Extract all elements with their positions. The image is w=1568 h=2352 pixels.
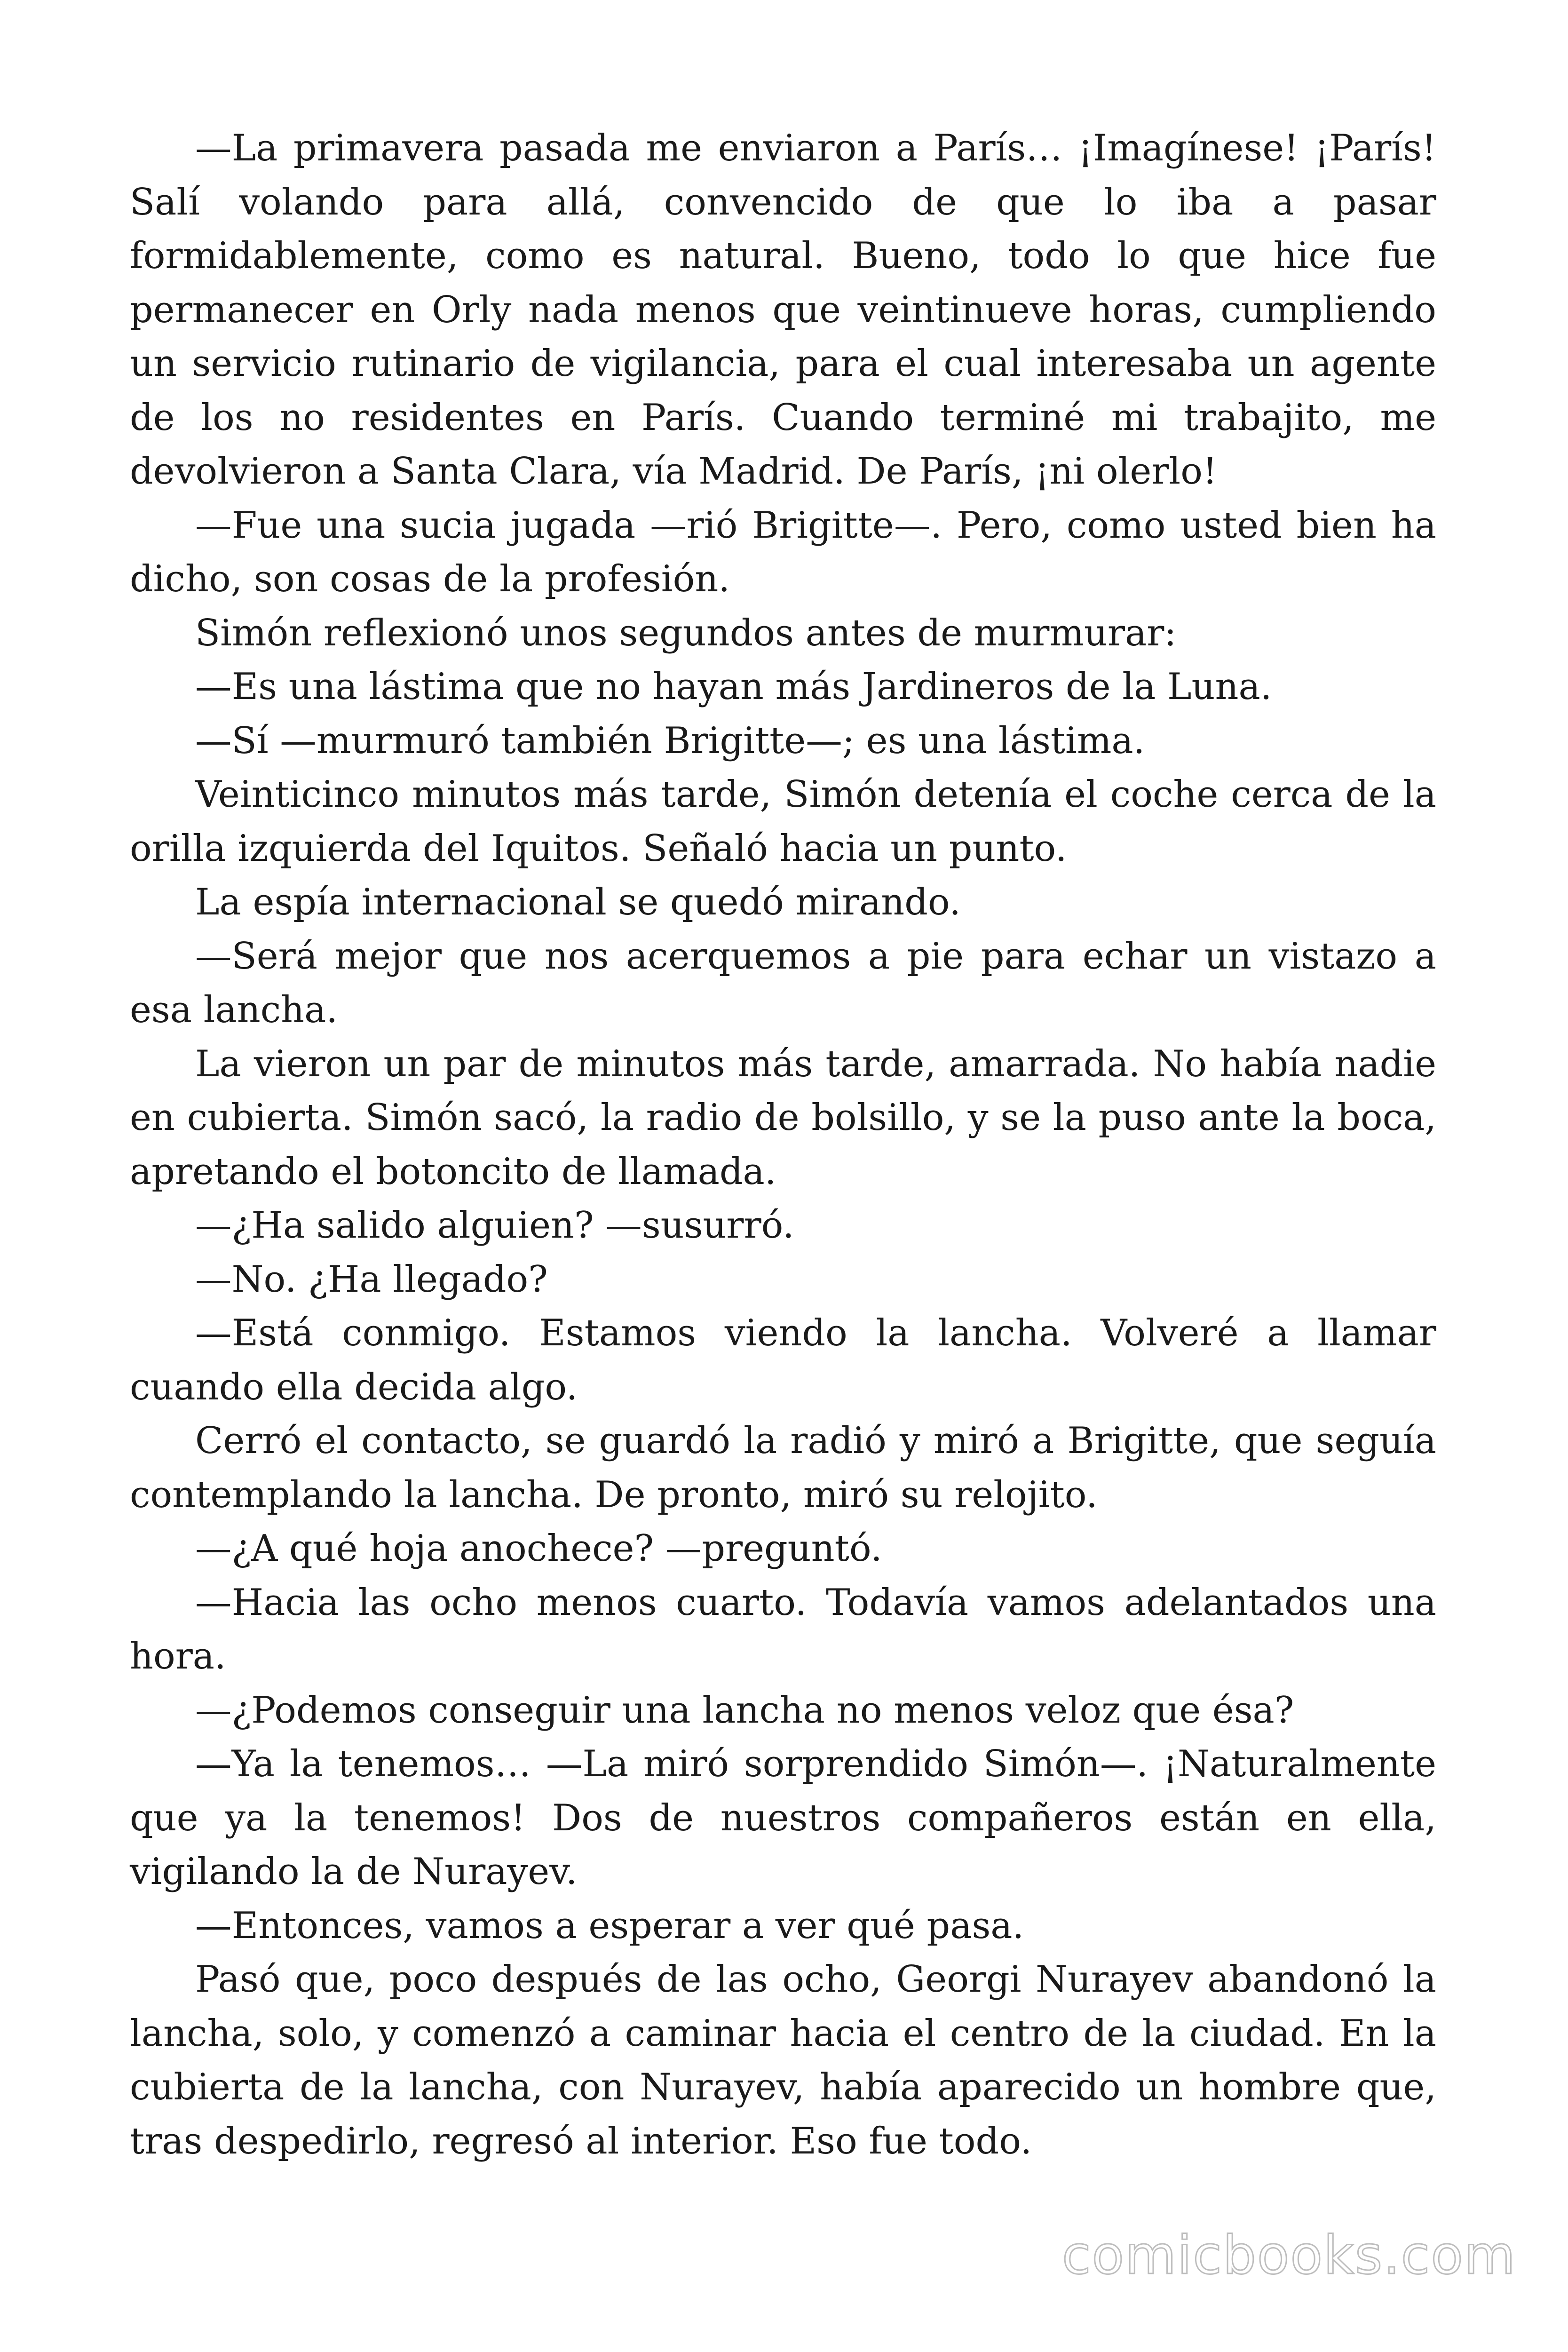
paragraph: —Sí —murmuró también Brigitte—; es una lástima. <box>195 719 1145 762</box>
book-page-text <box>130 121 1436 2168</box>
paragraph: —Será mejor que nos acerquemos a pie para echar un vistazo a esa lancha. <box>130 935 1436 1031</box>
paragraph: —Está conmigo. Estamos viendo la lancha. Volveré a llamar cuando ella decida algo. <box>130 1312 1436 1408</box>
paragraph: —No. ¿Ha llegado? <box>195 1258 548 1301</box>
paragraph: —Es una lástima que no hayan más Jardineros de la Luna. <box>195 666 1272 708</box>
paragraph: —Hacia las ocho menos cuarto. Todavía vamos adelantados una hora. <box>130 1581 1436 1677</box>
paragraph: Pasó que, poco después de las ocho, Georgi Nurayev abandonó la lancha, solo, y comenzó a caminar hacia el centro de la ciudad. En la cubierta de la lancha, con Nurayev, había aparecido un hombre que, tras despedirlo, regresó al interior. Eso fue todo. <box>130 1958 1436 2162</box>
paragraph: —Ya la tenemos… —La miró sorprendido Simón—. ¡Naturalmente que ya la tenemos! Dos de nuestros compañeros están en ella, vigilando la de Nurayev. <box>130 1743 1436 1893</box>
paragraph: —¿A qué hoja anochece? —preguntó. <box>195 1527 882 1570</box>
paragraph: La vieron un par de minutos más tarde, amarrada. No había nadie en cubierta. Simón sacó, la radio de bolsillo, y se la puso ante la boca, apretando el botoncito de llamada. <box>130 1042 1436 1193</box>
paragraph: —¿Ha salido alguien? —susurró. <box>195 1204 794 1247</box>
paragraph: —¿Podemos conseguir una lancha no menos veloz que ésa? <box>195 1689 1294 1732</box>
paragraph: La espía internacional se quedó mirando. <box>195 881 961 923</box>
watermark: comicbooks.com <box>1061 2225 1516 2286</box>
paragraph: —La primavera pasada me enviaron a París… ¡Imagínese! ¡París! Salí volando para allá, convencido de que lo iba a pasar formidablemente, como es natural. Bueno, todo lo que hice fue permanecer en Orly nada menos que veintinueve horas, cumpliendo un servicio rutinario de vigilancia, para el cual interesaba un agente de los no residentes en París. Cuando terminé mi trabajito, me devolvieron a Santa Clara, vía Madrid. De París, ¡ni olerlo! <box>130 127 1436 493</box>
paragraph: —Entonces, vamos a esperar a ver qué pasa. <box>195 1904 1024 1947</box>
paragraph: Cerró el contacto, se guardó la radió y miró a Brigitte, que seguía contemplando la lancha. De pronto, miró su relojito. <box>130 1420 1436 1516</box>
paragraph: —Fue una sucia jugada —rió Brigitte—. Pero, como usted bien ha dicho, son cosas de la profesión. <box>130 504 1436 600</box>
paragraph: Veinticinco minutos más tarde, Simón detenía el coche cerca de la orilla izquierda del Iquitos. Señaló hacia un punto. <box>130 773 1436 870</box>
paragraph: Simón reflexionó unos segundos antes de murmurar: <box>195 612 1177 654</box>
